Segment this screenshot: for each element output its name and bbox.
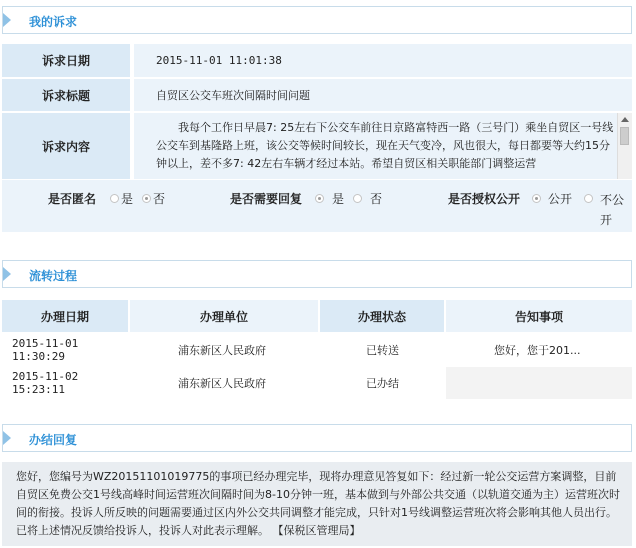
anonymous-no-label: 否 — [153, 192, 166, 206]
row-unit: 浦东新区人民政府 — [178, 377, 266, 390]
date-value: 2015-11-01 11:01:38 — [134, 44, 632, 77]
anonymous-yes-label: 是 — [121, 192, 134, 206]
table-row — [2, 334, 632, 366]
title-value: 自贸区公交车班次间隔时间问题 — [134, 79, 632, 111]
content-label: 诉求内容 — [2, 113, 130, 179]
section-title: 我的诉求 — [29, 15, 78, 29]
reply-yes-radio[interactable] — [315, 194, 324, 203]
content-scrollbar[interactable] — [617, 113, 632, 179]
public-no-radio[interactable] — [584, 194, 593, 203]
public-no-label: 不公开 — [600, 193, 625, 227]
row-notice[interactable]: 您好，您于201... — [494, 344, 581, 357]
flow-header — [2, 260, 632, 288]
anonymous-label: 是否匿名 — [48, 192, 97, 206]
scroll-thumb[interactable] — [620, 127, 629, 145]
reply-yes-label: 是 — [332, 192, 345, 206]
date-label: 诉求日期 — [2, 44, 130, 77]
reply-no-label: 否 — [370, 192, 383, 206]
row-status: 已办结 — [366, 377, 399, 390]
my-request-header — [2, 6, 632, 34]
public-yes-label: 公开 — [548, 192, 573, 206]
col-unit-header: 办理单位 — [130, 300, 318, 332]
row-unit: 浦东新区人民政府 — [178, 344, 266, 357]
section-arrow-icon — [3, 267, 11, 281]
result-reply-text: 您好，您编号为WZ20151101019775的事项已经办理完毕，现将办理意见答复如下：经过新一轮公交运营方案调整，目前自贸区免费公交1号线高峰时间运营班次间隔时间为8-10分钟一班，基本做到与外部公共交通（以轨道交通为主）运营班次时间的衔接。投诉人所反映的问题需要通过区内外公交共同调整才能完成，只针对1号线调整运营班次将会影响其他人员出行。已将上述情况反馈给投诉人，投诉人对此表示理解。 【保税区管理局】 — [2, 462, 632, 546]
public-yes-radio[interactable] — [532, 194, 541, 203]
section-title: 流转过程 — [29, 269, 78, 283]
col-notice-header: 告知事项 — [446, 300, 632, 332]
title-row — [2, 79, 632, 111]
options-row — [2, 180, 632, 232]
date-row — [2, 44, 632, 77]
content-text: 我每个工作日早晨7: 25左右下公交车前往日京路富特西一路（三号门）乘坐自贸区一号线公交车到基隆路上班，该公交等候时间较长，现在天气变冷，风也很大，每日都要等大约15分钟以上，差不多7: 42左右车辆才经过本站。希望自贸区相关职能部门调整运营 — [156, 121, 614, 170]
table-row — [2, 367, 632, 399]
row-date: 2015-11-01 11:30:29 — [12, 337, 79, 363]
title-label: 诉求标题 — [2, 79, 130, 111]
section-arrow-icon — [3, 13, 11, 27]
flow-table-header — [2, 300, 632, 332]
row-notice — [446, 367, 632, 399]
content-textarea[interactable] — [134, 113, 632, 179]
row-date: 2015-11-02 15:23:11 — [12, 370, 79, 396]
section-arrow-icon — [3, 431, 11, 445]
public-label: 是否授权公开 — [448, 192, 521, 206]
reply-needed-label: 是否需要回复 — [230, 192, 303, 206]
content-row — [2, 113, 632, 179]
scroll-up-icon[interactable] — [621, 117, 629, 122]
col-status-header: 办理状态 — [320, 300, 444, 332]
result-header — [2, 424, 632, 452]
col-date-header: 办理日期 — [2, 300, 128, 332]
anonymous-no-radio[interactable] — [142, 194, 151, 203]
reply-no-radio[interactable] — [353, 194, 362, 203]
section-title: 办结回复 — [29, 433, 78, 447]
row-status: 已转送 — [366, 344, 399, 357]
anonymous-yes-radio[interactable] — [110, 194, 119, 203]
